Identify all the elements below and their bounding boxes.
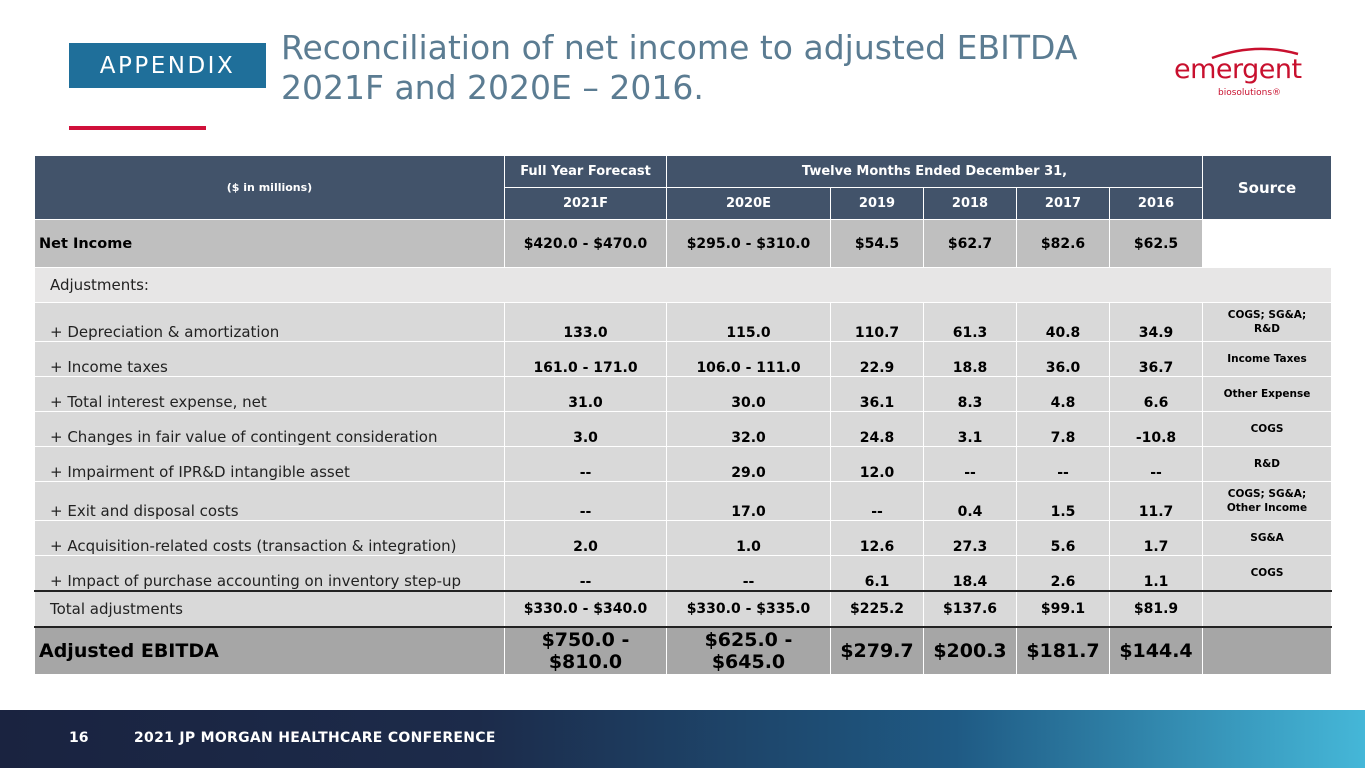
cell: 6.1 bbox=[831, 556, 924, 592]
cell: 11.7 bbox=[1110, 482, 1203, 521]
row-label: + Changes in fair value of contingent consideration bbox=[35, 412, 505, 447]
cell: 24.8 bbox=[831, 412, 924, 447]
cell: 36.1 bbox=[831, 377, 924, 412]
conference-name: 2021 JP MORGAN HEALTHCARE CONFERENCE bbox=[134, 730, 496, 746]
net-income-row bbox=[35, 220, 1332, 268]
cell: 115.0 bbox=[667, 303, 831, 342]
cell: 6.6 bbox=[1110, 377, 1203, 412]
table-row bbox=[35, 521, 1332, 556]
page-number: 16 bbox=[69, 730, 89, 746]
source-line-1: COGS; SG&A; bbox=[1227, 488, 1307, 500]
cell: $225.2 bbox=[831, 591, 924, 627]
source-cell bbox=[1203, 220, 1332, 268]
source-cell: R&D bbox=[1203, 447, 1332, 482]
cell: $330.0 - $340.0 bbox=[505, 591, 667, 627]
cell: 18.8 bbox=[924, 342, 1017, 377]
cell: $137.6 bbox=[924, 591, 1017, 627]
cell: -10.8 bbox=[1110, 412, 1203, 447]
emergent-logo bbox=[1170, 46, 1310, 102]
reconciliation-table bbox=[34, 155, 1332, 675]
cell: $82.6 bbox=[1017, 220, 1110, 268]
cell: -- bbox=[1110, 447, 1203, 482]
table-row bbox=[35, 412, 1332, 447]
logo-word: emergent bbox=[1174, 54, 1302, 85]
row-label: + Exit and disposal costs bbox=[35, 482, 505, 521]
source-header: Source bbox=[1203, 156, 1332, 220]
row-label: + Total interest expense, net bbox=[35, 377, 505, 412]
adjusted-ebitda-row bbox=[35, 627, 1332, 675]
source-cell: COGS bbox=[1203, 412, 1332, 447]
year-header: 2021F bbox=[505, 188, 667, 220]
cell: 12.0 bbox=[831, 447, 924, 482]
cell: 110.7 bbox=[831, 303, 924, 342]
row-label: Net Income bbox=[35, 220, 505, 268]
cell: 8.3 bbox=[924, 377, 1017, 412]
source-cell bbox=[1203, 591, 1332, 627]
cell: -- bbox=[505, 482, 667, 521]
cell: 18.4 bbox=[924, 556, 1017, 592]
page-title bbox=[281, 28, 1141, 108]
cell: $181.7 bbox=[1017, 627, 1110, 675]
row-label: + Impact of purchase accounting on inventory step-up bbox=[35, 556, 505, 592]
row-label: + Acquisition-related costs (transaction & integration) bbox=[35, 521, 505, 556]
cell: 1.1 bbox=[1110, 556, 1203, 592]
cell: 3.1 bbox=[924, 412, 1017, 447]
cell: 1.5 bbox=[1017, 482, 1110, 521]
footer-bar bbox=[0, 710, 1365, 768]
cell: $279.7 bbox=[831, 627, 924, 675]
cell: 1.7 bbox=[1110, 521, 1203, 556]
cell: 1.0 bbox=[667, 521, 831, 556]
source-line-1: COGS; SG&A; bbox=[1227, 309, 1307, 321]
appendix-badge: APPENDIX bbox=[69, 43, 266, 88]
table-row bbox=[35, 303, 1332, 342]
year-header: 2019 bbox=[831, 188, 924, 220]
header-row-1 bbox=[35, 156, 1332, 188]
row-label: + Impairment of IPR&D intangible asset bbox=[35, 447, 505, 482]
source-cell: Income Taxes bbox=[1203, 342, 1332, 377]
cell: 7.8 bbox=[1017, 412, 1110, 447]
cell: $420.0 - $470.0 bbox=[505, 220, 667, 268]
table-row bbox=[35, 377, 1332, 412]
row-label: Adjusted EBITDA bbox=[35, 627, 505, 675]
cell: -- bbox=[505, 447, 667, 482]
logo-sub: biosolutions® bbox=[1218, 88, 1282, 98]
cell: 12.6 bbox=[831, 521, 924, 556]
cell: 29.0 bbox=[667, 447, 831, 482]
cell: 161.0 - 171.0 bbox=[505, 342, 667, 377]
year-header: 2018 bbox=[924, 188, 1017, 220]
units-header: ($ in millions) bbox=[35, 156, 505, 220]
cell: $200.3 bbox=[924, 627, 1017, 675]
year-header: 2020E bbox=[667, 188, 831, 220]
cell: 4.8 bbox=[1017, 377, 1110, 412]
cell: 0.4 bbox=[924, 482, 1017, 521]
total-adjustments-row bbox=[35, 591, 1332, 627]
cell: 22.9 bbox=[831, 342, 924, 377]
source-cell: SG&A bbox=[1203, 521, 1332, 556]
cell: 34.9 bbox=[1110, 303, 1203, 342]
source-cell bbox=[1203, 627, 1332, 675]
title-line-2: 2021F and 2020E – 2016. bbox=[281, 68, 704, 107]
cell: 133.0 bbox=[505, 303, 667, 342]
adjustments-label: Adjustments: bbox=[35, 268, 1332, 303]
source-line-2: R&D bbox=[1254, 323, 1280, 335]
source-cell bbox=[1203, 303, 1332, 342]
cell: -- bbox=[1017, 447, 1110, 482]
cell: 2.6 bbox=[1017, 556, 1110, 592]
cell: $54.5 bbox=[831, 220, 924, 268]
cell: $750.0 - $810.0 bbox=[505, 627, 667, 675]
source-cell: Other Expense bbox=[1203, 377, 1332, 412]
cell: -- bbox=[924, 447, 1017, 482]
cell: $295.0 - $310.0 bbox=[667, 220, 831, 268]
cell: $144.4 bbox=[1110, 627, 1203, 675]
table-row bbox=[35, 482, 1332, 521]
cell: 30.0 bbox=[667, 377, 831, 412]
forecast-group-header: Full Year Forecast bbox=[505, 156, 667, 188]
cell: $330.0 - $335.0 bbox=[667, 591, 831, 627]
cell: -- bbox=[667, 556, 831, 592]
row-label: + Depreciation & amortization bbox=[35, 303, 505, 342]
cell: 40.8 bbox=[1017, 303, 1110, 342]
cell: 61.3 bbox=[924, 303, 1017, 342]
cell: $81.9 bbox=[1110, 591, 1203, 627]
cell: -- bbox=[505, 556, 667, 592]
twelve-months-header: Twelve Months Ended December 31, bbox=[667, 156, 1203, 188]
source-cell: COGS bbox=[1203, 556, 1332, 592]
cell: -- bbox=[831, 482, 924, 521]
row-label: Total adjustments bbox=[35, 591, 505, 627]
adjustments-header-row bbox=[35, 268, 1332, 303]
cell: 27.3 bbox=[924, 521, 1017, 556]
cell: 36.7 bbox=[1110, 342, 1203, 377]
table-row bbox=[35, 342, 1332, 377]
cell: 2.0 bbox=[505, 521, 667, 556]
table-row bbox=[35, 447, 1332, 482]
year-header: 2016 bbox=[1110, 188, 1203, 220]
cell: 17.0 bbox=[667, 482, 831, 521]
cell: $62.5 bbox=[1110, 220, 1203, 268]
source-line-2: Other Income bbox=[1226, 502, 1308, 514]
cell: 3.0 bbox=[505, 412, 667, 447]
table-row bbox=[35, 556, 1332, 592]
title-underline bbox=[69, 126, 206, 130]
cell: 36.0 bbox=[1017, 342, 1110, 377]
cell: 5.6 bbox=[1017, 521, 1110, 556]
title-line-1: Reconciliation of net income to adjusted EBITDA bbox=[281, 28, 1078, 67]
cell: 32.0 bbox=[667, 412, 831, 447]
cell: $625.0 - $645.0 bbox=[667, 627, 831, 675]
year-header: 2017 bbox=[1017, 188, 1110, 220]
row-label: + Income taxes bbox=[35, 342, 505, 377]
source-cell bbox=[1203, 482, 1332, 521]
cell: $62.7 bbox=[924, 220, 1017, 268]
cell: $99.1 bbox=[1017, 591, 1110, 627]
cell: 106.0 - 111.0 bbox=[667, 342, 831, 377]
cell: 31.0 bbox=[505, 377, 667, 412]
